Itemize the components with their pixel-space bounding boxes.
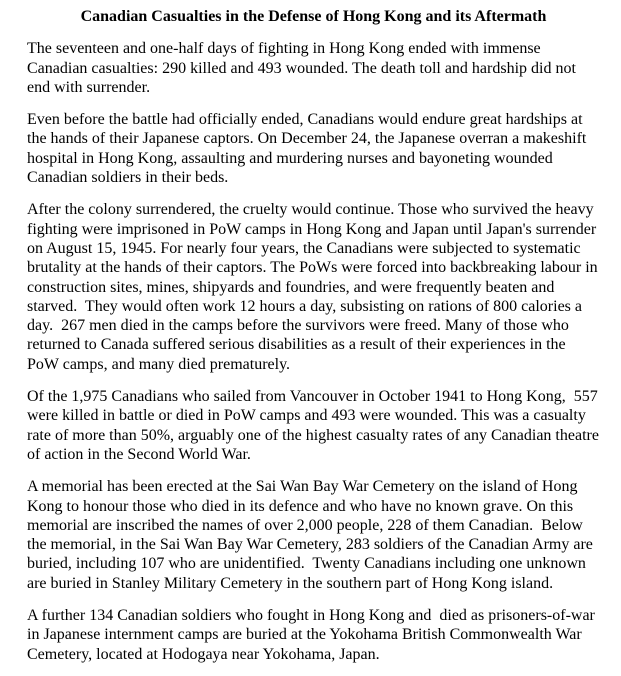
paragraph-hospital-atrocity: Even before the battle had officially ended, Canadians would endure great hardships at the hands of their Japanese captors. On December 24, the Japanese overran a makeshift hospital in Hong Kong, assaulting and murdering nurses and bayoneting wounded Canadian soldiers in their beds.: [27, 111, 591, 187]
document-page: [27, 7, 603, 664]
paragraph-yokohama-cemetery: A further 134 Canadian soldiers who fought in Hong Kong and died as prisoners-of-war in Japanese internment camps are buried at the Yokohama British Commonwealth War Cemetery, located at Hodogaya near Yokohama, Japan.: [27, 607, 599, 663]
document-title: Canadian Casualties in the Defense of Hong Kong and its Aftermath: [80, 8, 547, 25]
paragraph-casualty-rate: Of the 1,975 Canadians who sailed from Vancouver in October 1941 to Hong Kong, 557 were killed in battle or died in PoW camps and 493 were wounded. This was a casualty rate of more than 50%, arguably one of the highest casualty rates of any Canadian theatre of action in the Second World War.: [27, 388, 603, 463]
paragraph-pow-camps: After the colony surrendered, the cruelty would continue. Those who survived the heavy fighting were imprisoned in PoW camps in Hong Kong and Japan until Japan's surrender on August 15, 1945. For nearly four years, the Canadians were subjected to systematic brutality at the hands of their captors. The PoWs were forced into backbreaking labour in construction sites, mines, shipyards and foundries, and were frequently beaten and starved. They would often work 12 hours a day, subsisting on rations of 800 calories a day. 267 men died in the camps before the survivors were freed. Many of those who returned to Canada suffered serious disabilities as a result of their experiences in the PoW camps, and many died prematurely.: [27, 201, 602, 373]
paragraph-sai-wan-memorial: A memorial has been erected at the Sai Wan Bay War Cemetery on the island of Hong Kong to honour those who died in its defence and who have no known grave. On this memorial are inscribed the names of over 2,000 people, 228 of them Canadian. Below the memorial, in the Sai Wan Bay War Cemetery, 283 soldiers of the Canadian Army are buried, including 107 who are unidentified. Twenty Canadians including one unknown are buried in Stanley Military Cemetery in the southern part of Hong Kong island.: [27, 478, 597, 592]
paragraph-casualty-summary: The seventeen and one-half days of fighting in Hong Kong ended with immense Canadian casualties: 290 killed and 493 wounded. The death toll and hardship did not end with surrender.: [27, 40, 580, 96]
